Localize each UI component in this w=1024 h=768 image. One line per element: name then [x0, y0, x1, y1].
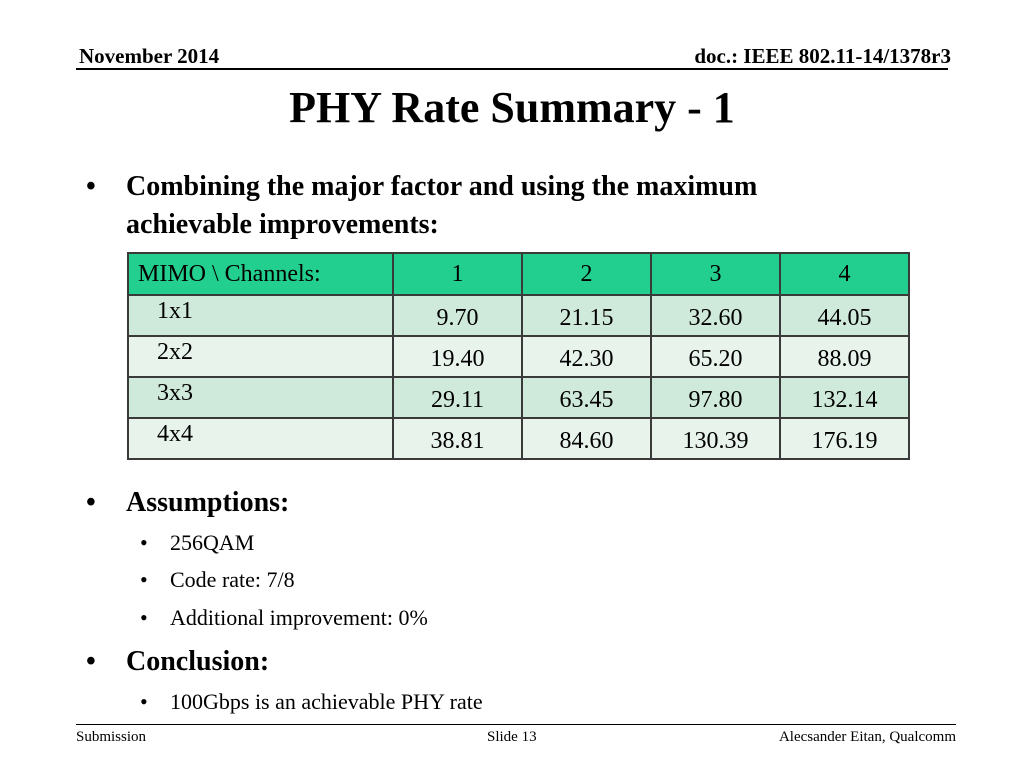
column-header: 1 — [393, 253, 522, 295]
row-label: 3x3 — [128, 377, 393, 418]
conclusion-heading: Conclusion: — [126, 646, 270, 677]
header-date: November 2014 — [79, 44, 220, 68]
slide-title: PHY Rate Summary - 1 — [289, 83, 735, 132]
assumption-text: Code rate: 7/8 — [170, 567, 295, 592]
footer-divider — [76, 724, 956, 725]
row-label: 4x4 — [128, 418, 393, 459]
row-label: 1x1 — [128, 295, 393, 336]
phy-rate-table — [127, 252, 910, 460]
table-corner-header: MIMO \ Channels: — [128, 253, 393, 295]
bullet-icon: • — [86, 171, 96, 202]
bullet-icon: • — [86, 487, 96, 518]
bullet-icon: • — [140, 605, 148, 630]
assumption-text: 256QAM — [170, 530, 255, 555]
header-doc-id: doc.: IEEE 802.11-14/1378r3 — [694, 44, 951, 68]
bullet-icon: • — [86, 646, 96, 677]
conclusion-bullet — [86, 643, 486, 681]
header-divider — [76, 68, 948, 70]
intro-text-line-1: Combining the major factor and using the maximum — [126, 171, 758, 202]
bullet-icon: • — [140, 530, 148, 555]
table-cell: 88.09 — [780, 336, 909, 377]
assumption-text: Additional improvement: 0% — [170, 605, 428, 630]
intro-text-line-2: achievable improvements: — [126, 209, 439, 240]
table-cell: 132.14 — [780, 377, 909, 418]
table-cell: 21.15 — [522, 295, 651, 336]
table-cell: 65.20 — [651, 336, 780, 377]
column-header: 2 — [522, 253, 651, 295]
assumption-item — [140, 604, 640, 632]
conclusion-item — [140, 688, 640, 716]
assumption-item — [140, 529, 640, 557]
table-cell: 176.19 — [780, 418, 909, 459]
table-cell: 130.39 — [651, 418, 780, 459]
assumption-item — [140, 566, 640, 594]
table-cell: 9.70 — [393, 295, 522, 336]
table-cell: 38.81 — [393, 418, 522, 459]
assumptions-heading: Assumptions: — [126, 487, 290, 518]
table-cell: 84.60 — [522, 418, 651, 459]
bullet-icon: • — [140, 689, 148, 714]
table-row — [128, 295, 909, 336]
assumptions-bullet — [86, 484, 486, 522]
table-cell: 44.05 — [780, 295, 909, 336]
table-header-row — [128, 253, 909, 295]
row-label: 2x2 — [128, 336, 393, 377]
footer-author: Alecsander Eitan, Qualcomm — [778, 729, 956, 745]
column-header: 3 — [651, 253, 780, 295]
column-header: 4 — [780, 253, 909, 295]
bullet-icon: • — [140, 567, 148, 592]
table-cell: 97.80 — [651, 377, 780, 418]
table-cell: 63.45 — [522, 377, 651, 418]
table-cell: 32.60 — [651, 295, 780, 336]
footer-submission: Submission — [76, 729, 147, 745]
table-row — [128, 418, 909, 459]
table-row — [128, 377, 909, 418]
footer-slide-number: Slide 13 — [487, 729, 537, 745]
table-cell: 42.30 — [522, 336, 651, 377]
table-row — [128, 336, 909, 377]
table-cell: 29.11 — [393, 377, 522, 418]
conclusion-text: 100Gbps is an achievable PHY rate — [170, 689, 483, 714]
table-cell: 19.40 — [393, 336, 522, 377]
intro-bullet — [86, 168, 886, 248]
